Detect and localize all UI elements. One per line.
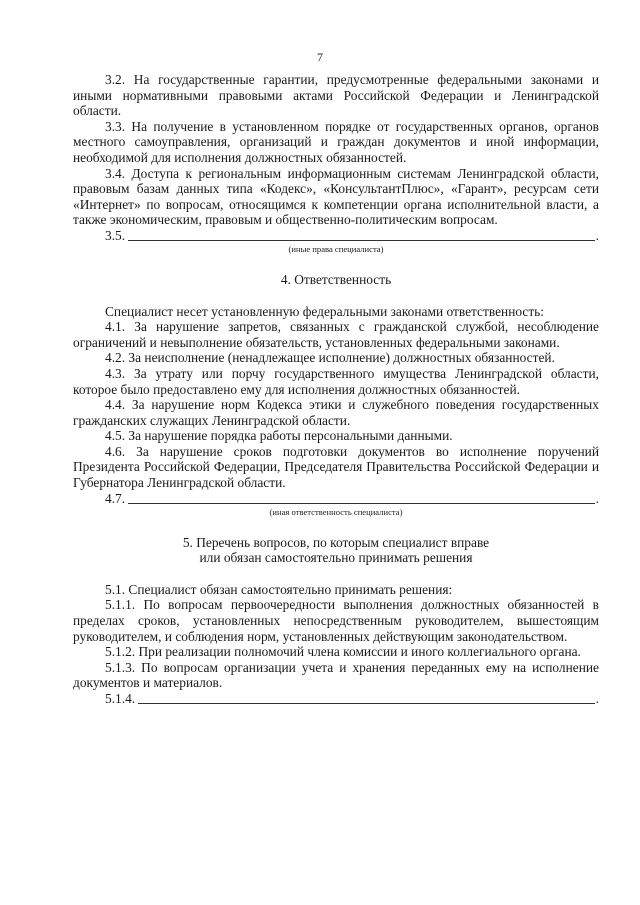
clause-3-5 <box>73 228 599 244</box>
clause-3-5-number: 3.5. <box>105 228 126 244</box>
clause-5-1-4-end: . <box>595 691 599 707</box>
clause-3-4: 3.4. Доступа к региональным информационным системам Ленинградской области, правовым базам данных типа «Кодекс», «КонсультантПлюс», «Гарант», ресурсам сети «Интернет» по вопросам, относящимся к компетенции органа исполнительной власти, а также экономическим, правовым и общественно-политическим вопросам. <box>73 165 599 228</box>
section-5-heading-line2: или обязан самостоятельно принимать решения <box>199 550 473 566</box>
clause-5-1-3: 5.1.3. По вопросам организации учета и хранения переданных ему на исполнение документов и материалов. <box>73 659 599 691</box>
clause-4-3: 4.3. За утрату или порчу государственного имущества Ленинградской области, которое было предоставлено ему для исполнения должностных обязанностей. <box>73 365 599 397</box>
clause-4-7-end: . <box>595 491 599 507</box>
section-4-intro: Специалист несет установленную федеральными законами ответственность: <box>105 303 545 319</box>
clause-3-3: 3.3. На получение в установленном порядке от государственных органов, органов местного самоуправления, организаций и граждан документов и иной информации, необходимой для исполнения должностных обязанностей. <box>73 118 599 165</box>
clause-5-1-4-number: 5.1.4. <box>105 691 136 707</box>
clause-5-1-2: 5.1.2. При реализации полномочий члена комиссии и иного коллегиального органа. <box>105 644 581 660</box>
clause-4-1: 4.1. За нарушение запретов, связанных с гражданской службой, несоблюдение ограничений и невыполнение обязательств, установленных федеральными законами. <box>73 319 599 350</box>
clause-4-7 <box>73 491 599 507</box>
clause-4-7-caption: (иная ответственность специалиста) <box>269 506 403 517</box>
clause-3-5-caption: (иные права специалиста) <box>288 243 384 254</box>
clause-4-4: 4.4. За нарушение норм Кодекса этики и служебного поведения государственных гражданских служащих Ленинградской области. <box>73 397 599 428</box>
clause-3-5-end: . <box>595 228 599 244</box>
clause-5-1-1: 5.1.1. По вопросам первоочередности выполнения должностных обязанностей в пределах сроков, установленных непосредственным руководителем, вышестоящим руководителем, и соблюдения норм, установленных действующим законодательством. <box>73 597 599 644</box>
clause-4-7-number: 4.7. <box>105 491 126 507</box>
section-4-heading: 4. Ответственность <box>280 271 392 287</box>
clause-4-6: 4.6. За нарушение сроков подготовки документов во исполнение поручений Президента Российской Федерации, Председателя Правительства Российской Федерации и Губернатора Ленинградской области. <box>73 443 599 491</box>
clause-5-1-4 <box>73 691 599 707</box>
clause-4-2: 4.2. За неисполнение (ненадлежащее исполнение) должностных обязанностей. <box>105 350 555 366</box>
clause-5-1: 5.1. Специалист обязан самостоятельно принимать решения: <box>105 581 453 597</box>
clause-5-1-4-blank-line <box>138 693 595 704</box>
clause-3-5-blank-line <box>128 230 595 241</box>
clause-4-5: 4.5. За нарушение порядка работы персональными данными. <box>105 428 453 444</box>
clause-4-7-blank-line <box>128 493 595 504</box>
document-body <box>73 72 599 707</box>
section-5-heading-line1: 5. Перечень вопросов, по которым специалист вправе <box>182 534 490 550</box>
page-number: 7 <box>317 50 323 64</box>
clause-3-2: 3.2. На государственные гарантии, предусмотренные федеральными законами и иными нормативными правовыми актами Российской Федерации и Ленинградской области. <box>73 72 599 119</box>
